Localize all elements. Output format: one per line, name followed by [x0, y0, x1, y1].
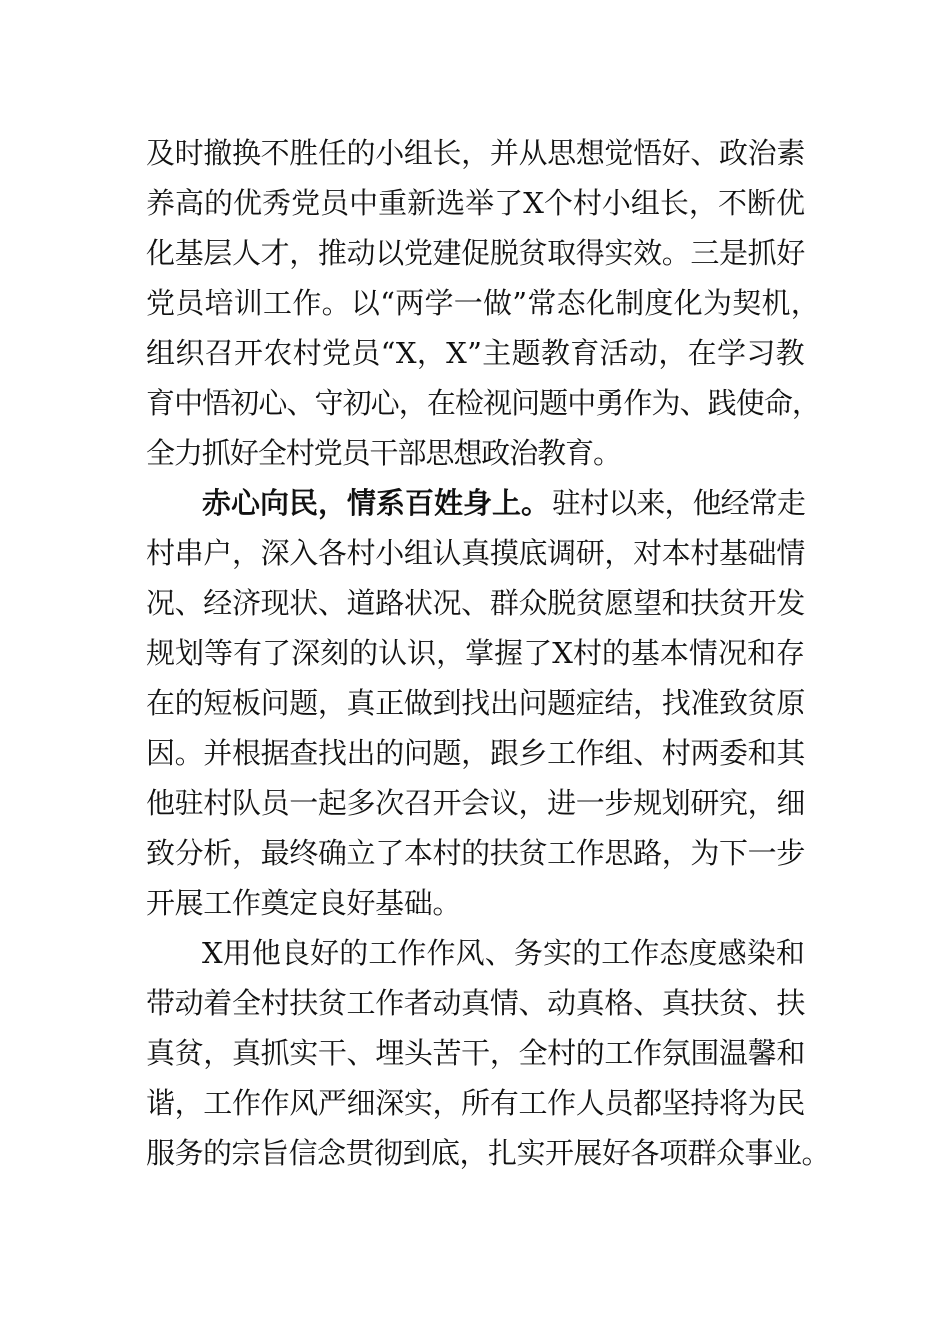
text-line: 因。并根据查找出的问题，跟乡工作组、村两委和其 — [146, 736, 805, 770]
text-line: 服务的宗旨信念贯彻到底，扎实开展好各项群众事业。 — [146, 1136, 830, 1170]
text-line: 化基层人才，推动以党建促脱贫取得实效。三是抓好 — [146, 236, 805, 270]
text-line: 在的短板问题，真正做到找出问题症结，找准致贫原 — [146, 686, 805, 720]
text-line: 育中悟初心、守初心，在检视问题中勇作为、践使命， — [146, 386, 820, 420]
text-line: 组织召开农村党员“X，X”主题教育活动，在学习教 — [146, 336, 805, 370]
text-line: 他驻村队员一起多次召开会议，进一步规划研究，细 — [146, 786, 805, 820]
text-line: 村串户，深入各村小组认真摸底调研，对本村基础情 — [146, 536, 805, 570]
text-line: X用他良好的工作作风、务实的工作态度感染和 — [202, 936, 805, 970]
text-line: 谐，工作作风严细深实，所有工作人员都坚持将为民 — [146, 1086, 805, 1120]
text-line: 带动着全村扶贫工作者动真情、动真格、真扶贫、扶 — [146, 986, 805, 1020]
text-line: 驻村以来，他经常走 — [552, 486, 805, 520]
text-line: 全力抓好全村党员干部思想政治教育。 — [146, 436, 621, 470]
text-line: 开展工作奠定良好基础。 — [146, 886, 461, 920]
paragraph-heading: 赤心向民，情系百姓身上。 — [202, 486, 550, 520]
text-line: 况、经济现状、道路状况、群众脱贫愿望和扶贫开发 — [146, 586, 805, 620]
text-line: 致分析，最终确立了本村的扶贫工作思路，为下一步 — [146, 836, 805, 870]
text-line: 党员培训工作。以“两学一做”常态化制度化为契机， — [146, 286, 820, 320]
text-line: 养高的优秀党员中重新选举了X个村小组长，不断优 — [146, 186, 805, 220]
text-line: 真贫，真抓实干、埋头苦干，全村的工作氛围温馨和 — [146, 1036, 805, 1070]
text-line: 及时撤换不胜任的小组长，并从思想觉悟好、政治素 — [146, 136, 805, 170]
text-line: 规划等有了深刻的认识，掌握了X村的基本情况和存 — [146, 636, 805, 670]
